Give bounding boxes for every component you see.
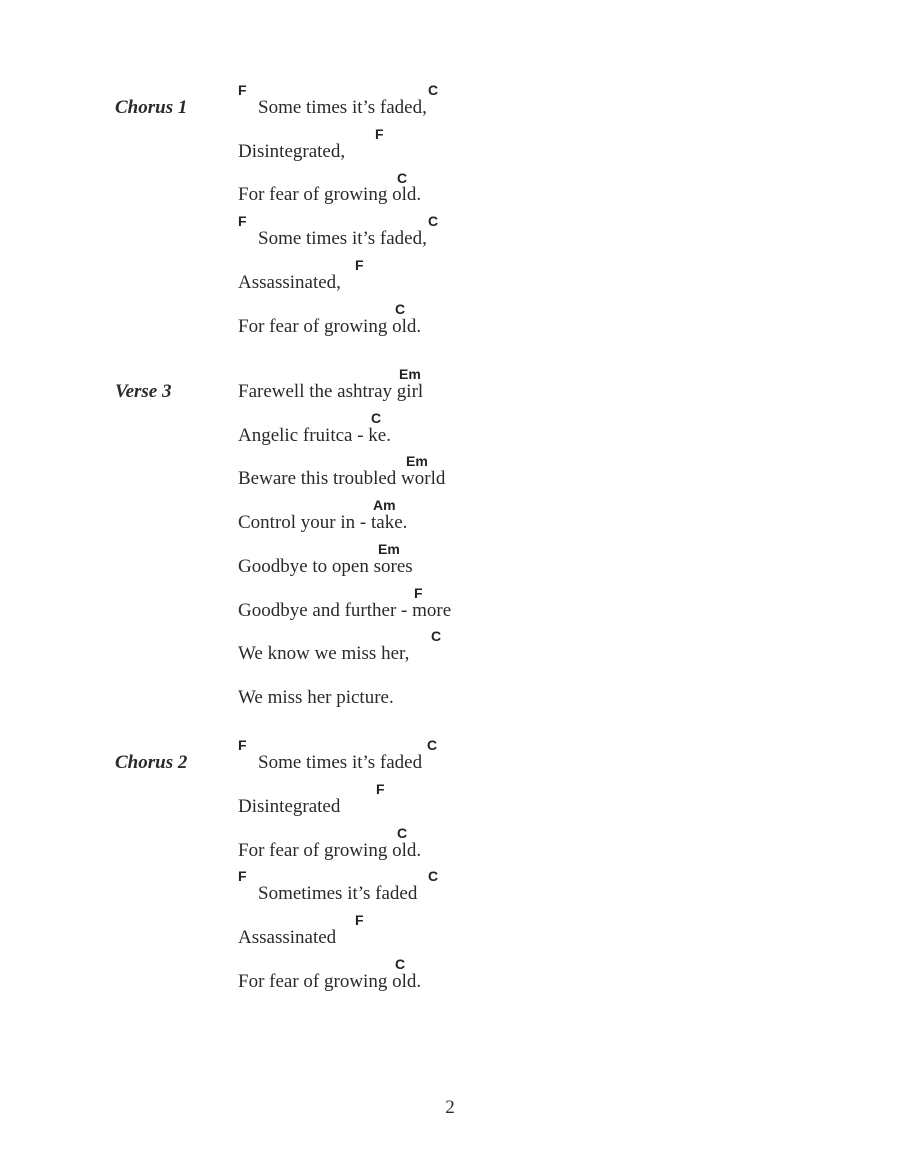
section-label-chorus-2: Chorus 2 [115,752,188,773]
lyric-line: Sometimes it’s faded [258,883,418,904]
lyric-line: Beware this troubled world [238,468,446,489]
lyric-line: Some times it’s faded, [258,97,427,118]
chord: F [414,585,423,601]
chord: F [238,213,247,229]
lyric-line: For fear of growing old. [238,971,422,992]
lyric-line: Control your in - take. [238,512,408,533]
lyric-line: For fear of growing old. [238,184,422,205]
chord: C [431,628,442,644]
lyric-line: Angelic fruitca - ke. [238,425,391,446]
chord: C [428,868,439,884]
chord: C [397,825,408,841]
section-label-chorus-1: Chorus 1 [115,97,188,118]
chord: F [355,257,364,273]
chord: F [238,82,247,98]
page-number: 2 [445,1097,455,1118]
lyric-line: We know we miss her, [238,643,410,664]
chord: Am [373,497,396,513]
lyric-line: Assassinated [238,927,337,948]
lyric-line: Disintegrated, [238,141,346,162]
lyric-line: Disintegrated [238,796,341,817]
section-label-verse-3: Verse 3 [115,381,172,402]
chord: F [376,781,385,797]
chord: C [395,301,406,317]
lyric-line: Some times it’s faded, [258,228,427,249]
chord: Em [378,541,400,557]
chord: Em [399,366,421,382]
chord: F [238,737,247,753]
chord: C [428,213,439,229]
chord: F [355,912,364,928]
chord: F [238,868,247,884]
lyric-line: Goodbye to open sores [238,556,413,577]
lyric-line: Farewell the ashtray girl [238,381,424,402]
lyric-line: For fear of growing old. [238,840,422,861]
chord: Em [406,453,428,469]
chord: C [395,956,406,972]
chord: C [371,410,382,426]
chord: F [375,126,384,142]
chord: C [427,737,438,753]
lyric-line: Assassinated, [238,272,341,293]
lyric-line: Goodbye and further - more [238,600,452,621]
chord: C [428,82,439,98]
chord: C [397,170,408,186]
lyric-line: For fear of growing old. [238,316,422,337]
lyric-line: We miss her picture. [238,687,394,708]
lyric-line: Some times it’s faded [258,752,423,773]
